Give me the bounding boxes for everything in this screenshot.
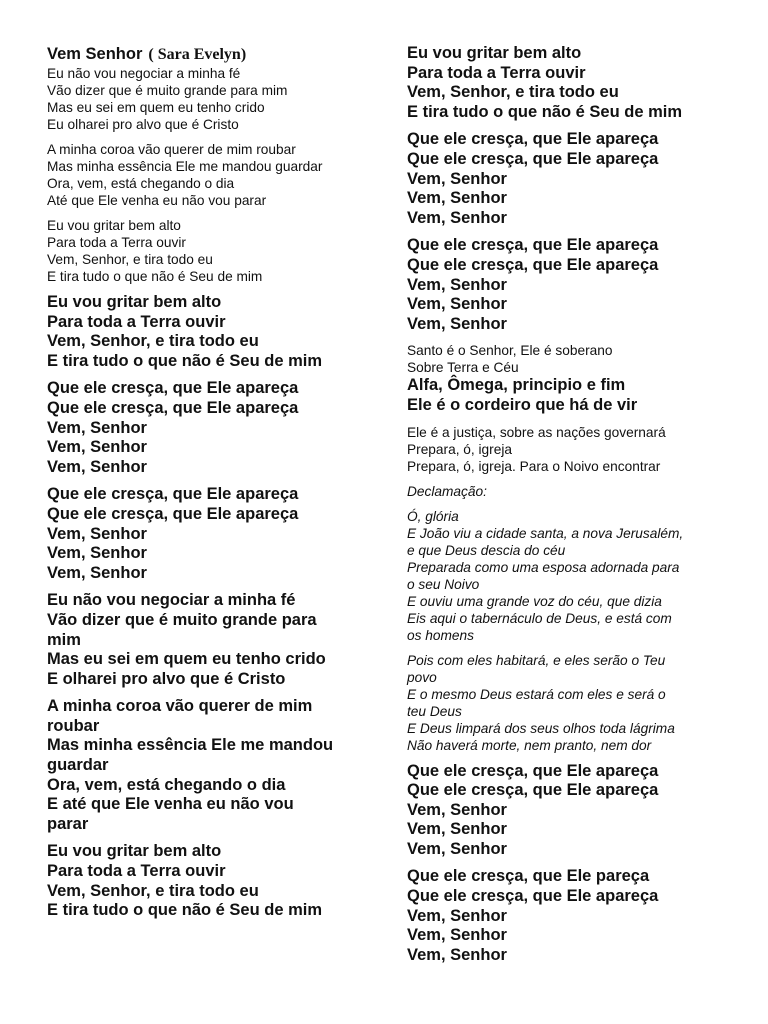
lyric-line: Vem, Senhor bbox=[47, 457, 147, 476]
stanza bbox=[407, 376, 737, 415]
song-header bbox=[47, 44, 367, 65]
lyric-line: Que ele cresça, que Ele apareça bbox=[47, 504, 299, 523]
stanza bbox=[47, 293, 367, 371]
lyric-line: Prepara, ó, igreja. Para o Noivo encontrar bbox=[407, 458, 661, 474]
lyric-line: Que ele cresça, que Ele apareça bbox=[407, 255, 659, 274]
lyric-line: guardar bbox=[47, 756, 109, 775]
lyric-line: Vem, Senhor bbox=[47, 524, 147, 543]
lyric-line: Que ele cresça, que Ele apareça bbox=[407, 781, 659, 800]
stanza bbox=[47, 379, 367, 477]
stanza bbox=[47, 141, 367, 209]
stanza bbox=[407, 483, 737, 500]
lyric-line: Vem, Senhor bbox=[47, 418, 147, 437]
lyric-line: Que ele cresça, que Ele apareça bbox=[47, 379, 299, 398]
stanza bbox=[407, 867, 737, 965]
lyric-line: Que ele cresça, que Ele apareça bbox=[47, 398, 299, 417]
lyric-line: Vem, Senhor, e tira todo eu bbox=[407, 83, 619, 102]
lyric-line: E olharei pro alvo que é Cristo bbox=[47, 669, 286, 688]
lyric-line: A minha coroa vão querer de mim roubar bbox=[47, 142, 296, 157]
lyric-line: Mas eu sei em quem eu tenho crido bbox=[47, 650, 326, 669]
stanza bbox=[407, 652, 737, 754]
lyric-line: Para toda a Terra ouvir bbox=[47, 235, 186, 250]
lyric-line: Que ele cresça, que Ele apareça bbox=[407, 149, 659, 168]
lyric-line: E ouviu uma grande voz do céu, que dizia bbox=[407, 593, 662, 609]
lyric-line: E João viu a cidade santa, a nova Jerusalém, bbox=[407, 525, 684, 541]
stanza bbox=[407, 424, 737, 475]
lyric-line: Não haverá morte, nem pranto, nem dor bbox=[407, 737, 652, 753]
lyric-line: Vão dizer que é muito grande para mim bbox=[47, 83, 288, 98]
lyric-line: Vem, Senhor, e tira todo eu bbox=[47, 332, 259, 351]
lyric-line: Preparada como uma esposa adornada para bbox=[407, 559, 680, 575]
lyric-line: mim bbox=[47, 630, 81, 649]
lyric-line: Declamação: bbox=[407, 483, 487, 499]
lyric-line: Eu vou gritar bem alto bbox=[407, 44, 582, 62]
stanza bbox=[407, 508, 737, 644]
lyric-line: Que ele cresça, que Ele pareça bbox=[407, 867, 650, 886]
lyric-line: roubar bbox=[47, 716, 100, 735]
stanza bbox=[407, 130, 737, 228]
lyric-line: Que ele cresça, que Ele apareça bbox=[407, 130, 659, 149]
stanza bbox=[407, 236, 737, 334]
lyric-line: os homens bbox=[407, 627, 474, 643]
lyric-line: Ó, glória bbox=[407, 508, 459, 524]
lyric-line: Mas minha essência Ele me mandou guardar bbox=[47, 159, 323, 174]
lyric-line: Eu vou gritar bem alto bbox=[47, 293, 222, 311]
lyric-line: Vem, Senhor bbox=[407, 906, 507, 925]
lyric-line: E Deus limpará dos seus olhos toda lágrima bbox=[407, 720, 675, 736]
lyric-line: Ele é a justiça, sobre as nações governará bbox=[407, 424, 666, 440]
lyric-line: e que Deus descia do céu bbox=[407, 542, 566, 558]
lyric-line: Eu não vou negociar a minha fé bbox=[47, 66, 241, 81]
lyric-line: Eis aqui o tabernáculo de Deus, e está com bbox=[407, 610, 672, 626]
lyric-line: Que ele cresça, que Ele apareça bbox=[47, 485, 299, 504]
stanza bbox=[47, 591, 367, 689]
lyric-line: Ora, vem, está chegando o dia bbox=[47, 775, 286, 794]
stanza bbox=[407, 762, 737, 860]
lyric-line: E o mesmo Deus estará com eles e será o bbox=[407, 686, 666, 702]
lyric-line: E tira tudo o que não é Seu de mim bbox=[407, 102, 683, 121]
stanza bbox=[47, 842, 367, 920]
song-title: Vem Senhor bbox=[47, 45, 143, 63]
lyric-line: Vem, Senhor bbox=[47, 438, 147, 457]
lyric-line: Pois com eles habitará, e eles serão o Teu bbox=[407, 652, 666, 668]
lyric-line: Vem, Senhor bbox=[407, 800, 507, 819]
lyric-line: Que ele cresça, que Ele apareça bbox=[407, 887, 659, 906]
lyric-line: Que ele cresça, que Ele apareça bbox=[407, 761, 659, 780]
stanza bbox=[47, 217, 367, 285]
stanza bbox=[47, 65, 367, 133]
lyric-line: Vem, Senhor bbox=[407, 295, 507, 314]
stanza bbox=[47, 485, 367, 583]
lyric-line: Para toda a Terra ouvir bbox=[47, 312, 226, 331]
lyric-line: A minha coroa vão querer de mim bbox=[47, 697, 313, 716]
lyric-line: Eu não vou negociar a minha fé bbox=[47, 591, 296, 610]
lyric-line: Vem, Senhor bbox=[407, 275, 507, 294]
lyric-line: Vem, Senhor bbox=[47, 563, 147, 582]
lyric-line: Ora, vem, está chegando o dia bbox=[47, 176, 235, 191]
lyric-line: Mas minha essência Ele me mandou bbox=[47, 736, 334, 755]
lyric-line: Até que Ele venha eu não vou parar bbox=[47, 193, 267, 208]
lyric-line: Vem, Senhor bbox=[407, 945, 507, 964]
lyric-line: Que ele cresça, que Ele apareça bbox=[407, 236, 659, 255]
lyric-line: Ele é o cordeiro que há de vir bbox=[407, 395, 638, 414]
lyric-line: Santo é o Senhor, Ele é soberano bbox=[407, 343, 613, 359]
lyric-line: Sobre Terra e Céu bbox=[407, 360, 519, 376]
lyric-line: o seu Noivo bbox=[407, 576, 480, 592]
lyric-line: Alfa, Ômega, principio e fim bbox=[407, 376, 626, 395]
lyric-line: Prepara, ó, igreja bbox=[407, 441, 512, 457]
lyric-line: Para toda a Terra ouvir bbox=[47, 862, 226, 881]
lyric-line: Vem, Senhor, e tira todo eu bbox=[47, 252, 213, 267]
lyric-line: E tira tudo o que não é Seu de mim bbox=[47, 351, 323, 370]
lyric-line: Vem, Senhor bbox=[407, 314, 507, 333]
lyric-line: Vão dizer que é muito grande para bbox=[47, 610, 317, 629]
lyric-line: Eu olharei pro alvo que é Cristo bbox=[47, 117, 239, 132]
lyric-line: Vem, Senhor bbox=[407, 839, 507, 858]
stanza bbox=[407, 44, 737, 122]
lyric-line: Mas eu sei em quem eu tenho crido bbox=[47, 100, 265, 115]
stanza bbox=[407, 342, 737, 376]
lyric-line: E até que Ele venha eu não vou bbox=[47, 795, 294, 814]
lyric-line: parar bbox=[47, 814, 89, 833]
lyric-line: Vem, Senhor bbox=[407, 926, 507, 945]
right-column bbox=[407, 44, 737, 973]
lyric-line: Para toda a Terra ouvir bbox=[407, 63, 586, 82]
lyric-line: E tira tudo o que não é Seu de mim bbox=[47, 901, 323, 920]
left-column bbox=[47, 44, 367, 929]
lyric-line: Vem, Senhor bbox=[407, 189, 507, 208]
lyric-line: E tira tudo o que não é Seu de mim bbox=[47, 269, 263, 284]
lyric-line: Vem, Senhor, e tira todo eu bbox=[47, 881, 259, 900]
lyric-line: teu Deus bbox=[407, 703, 462, 719]
lyric-line: Vem, Senhor bbox=[407, 208, 507, 227]
song-author: ( Sara Evelyn) bbox=[148, 46, 247, 63]
lyric-line: Eu vou gritar bem alto bbox=[47, 842, 222, 861]
lyric-line: Vem, Senhor bbox=[407, 820, 507, 839]
lyric-line: povo bbox=[407, 669, 437, 685]
lyric-line: Eu vou gritar bem alto bbox=[47, 218, 181, 233]
lyric-line: Vem, Senhor bbox=[407, 169, 507, 188]
lyric-line: Vem, Senhor bbox=[47, 544, 147, 563]
stanza bbox=[47, 697, 367, 834]
